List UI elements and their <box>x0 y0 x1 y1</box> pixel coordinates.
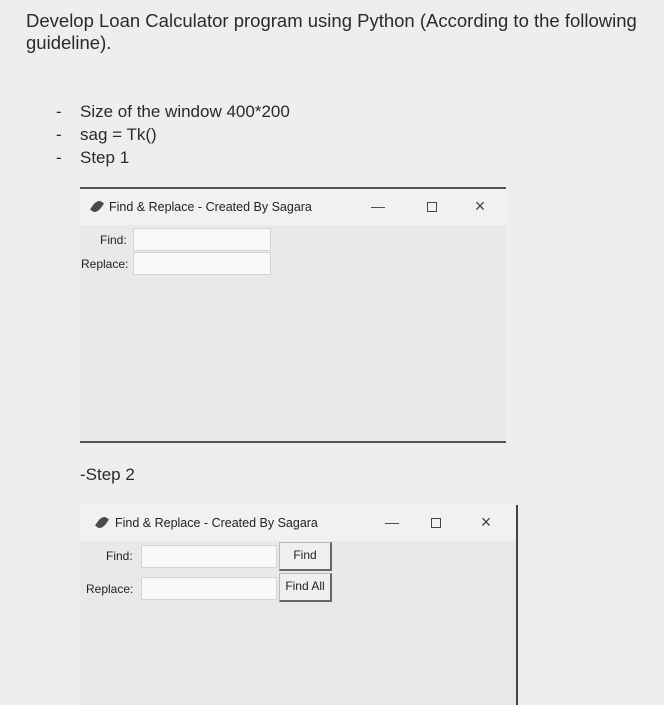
close-button[interactable]: × <box>474 196 486 216</box>
replace-input[interactable] <box>141 577 277 600</box>
find-label: Find: <box>100 233 127 247</box>
step1-window <box>80 187 506 443</box>
replace-input[interactable] <box>133 252 271 275</box>
step2-window <box>80 505 518 705</box>
maximize-icon <box>427 202 437 212</box>
find-input[interactable] <box>141 545 277 568</box>
step2-titlebar[interactable] <box>80 505 516 541</box>
feather-icon <box>90 199 104 214</box>
bullet-dash: - <box>56 102 62 121</box>
maximize-button[interactable] <box>422 195 442 217</box>
maximize-button[interactable] <box>426 511 446 533</box>
step2-label: -Step 2 <box>80 465 135 484</box>
bullet-dash: - <box>56 125 62 144</box>
close-button[interactable]: × <box>480 512 492 532</box>
minimize-button[interactable]: — <box>385 514 399 530</box>
bullet-dash: - <box>56 148 62 167</box>
find-label: Find: <box>106 549 133 563</box>
window-title: Find & Replace - Created By Sagara <box>109 200 312 214</box>
find-button[interactable]: Find <box>279 542 332 571</box>
find-input[interactable] <box>133 228 271 251</box>
minimize-button[interactable]: — <box>371 198 385 214</box>
bullet-text: Size of the window 400*200 <box>80 102 290 121</box>
replace-label: Replace: <box>86 582 134 596</box>
find-all-button[interactable]: Find All <box>279 573 332 602</box>
window-title: Find & Replace - Created By Sagara <box>115 516 318 530</box>
step1-titlebar[interactable] <box>80 189 506 225</box>
replace-label: Replace: <box>81 257 129 271</box>
bullet-text: Step 1 <box>80 148 130 167</box>
bullet-text: sag = Tk() <box>80 125 157 144</box>
feather-icon <box>95 515 109 530</box>
assignment-heading: Develop Loan Calculator program using Python (According to the following guideline). <box>26 10 637 53</box>
maximize-icon <box>431 518 441 528</box>
